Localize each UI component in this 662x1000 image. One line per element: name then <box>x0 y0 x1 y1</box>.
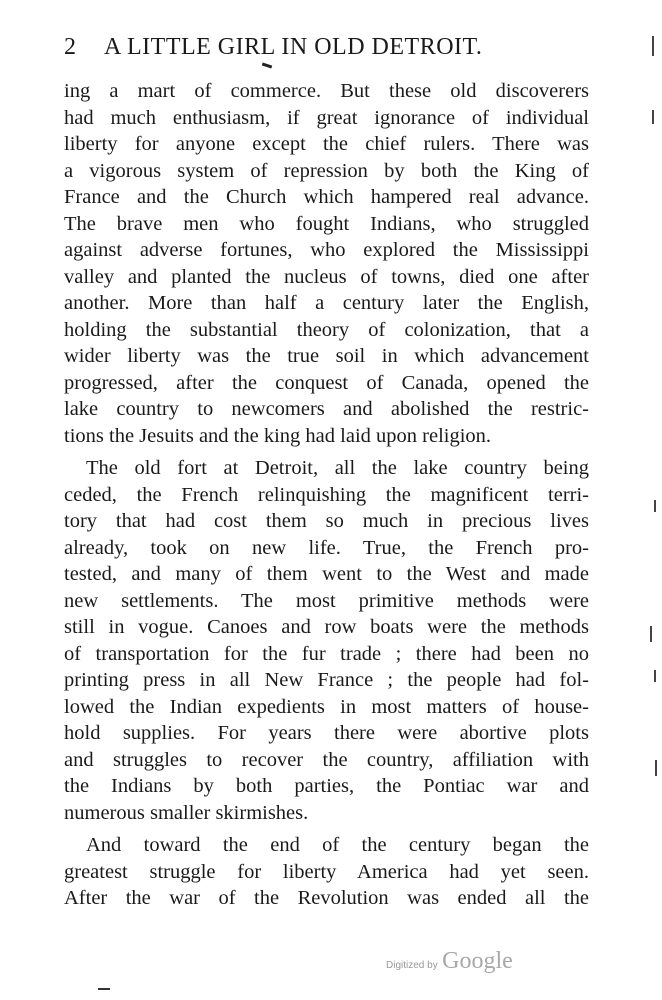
text-line: had much enthusiasm, if great ignorance of individual <box>64 106 589 129</box>
page-number: 2 <box>64 34 77 60</box>
edge-tick <box>654 500 656 512</box>
edge-tick <box>652 110 654 124</box>
text-line: ceded, the French relinquishing the magnificent terri- <box>64 483 589 506</box>
text-line: And toward the end of the century began the <box>86 834 589 856</box>
paragraph <box>64 455 589 826</box>
text-line: another. More than half a century later the English, <box>64 292 589 314</box>
text-line: lake country to newcomers and abolished the restric- <box>64 398 589 420</box>
text-line: liberty for anyone except the chief rulers. There was <box>64 133 589 155</box>
text-line: progressed, after the conquest of Canada, opened the <box>64 371 589 394</box>
text-line: ing a mart of commerce. But these old discoverers <box>64 80 589 102</box>
text-line: holding the substantial theory of colonization, that a <box>64 318 589 341</box>
text-line: against adverse fortunes, who explored the Mississippi <box>64 239 589 261</box>
digitized-prefix: Digitized by <box>386 960 438 971</box>
edge-tick <box>652 36 654 56</box>
text-line: hold supplies. For years there were abortive plots <box>64 722 589 744</box>
text-line: the Indians by both parties, the Pontiac war and <box>64 775 589 797</box>
text-line: still in vogue. Canoes and row boats were the methods <box>64 616 589 638</box>
text-line: new settlements. The most primitive methods were <box>64 589 589 612</box>
paragraph <box>64 832 589 912</box>
edge-tick <box>655 760 657 776</box>
text-line: wider liberty was the true soil in which advancement <box>64 345 589 367</box>
text-line: and struggles to recover the country, affiliation with <box>64 748 589 771</box>
edge-tick <box>650 626 652 642</box>
page-header <box>64 34 574 64</box>
text-line: tory that had cost them so much in precious lives <box>64 510 589 532</box>
text-line: already, took on new life. True, the French pro- <box>64 536 589 559</box>
text-line: tested, and many of them went to the West and made <box>64 563 589 585</box>
text-line: The old fort at Detroit, all the lake country being <box>86 457 589 479</box>
footer-dash <box>98 988 110 990</box>
text-line: numerous smaller skirmishes. <box>64 801 309 824</box>
running-title: A LITTLE GIRL IN OLD DETROIT. <box>104 34 483 60</box>
text-line: greatest struggle for liberty America had yet seen. <box>64 860 589 883</box>
text-line: After the war of the Revolution was ended all the <box>64 887 589 909</box>
text-line: of transportation for the fur trade ; there had been no <box>64 642 589 665</box>
text-line: lowed the Indian expedients in most matters of house- <box>64 695 589 718</box>
edge-tick <box>654 670 656 682</box>
text-line: valley and planted the nucleus of towns, died one after <box>64 265 589 288</box>
google-logo: Google <box>442 948 513 974</box>
text-line: tions the Jesuits and the king had laid upon religion. <box>64 424 492 447</box>
paragraph <box>64 78 589 449</box>
text-line: France and the Church which hampered real advance. <box>64 186 589 208</box>
body-text <box>64 78 589 912</box>
text-line: a vigorous system of repression by both the King of <box>64 159 589 182</box>
text-line: printing press in all New France ; the people had fol- <box>64 669 589 691</box>
text-line: The brave men who fought Indians, who struggled <box>64 212 589 235</box>
digitized-watermark <box>386 948 513 975</box>
